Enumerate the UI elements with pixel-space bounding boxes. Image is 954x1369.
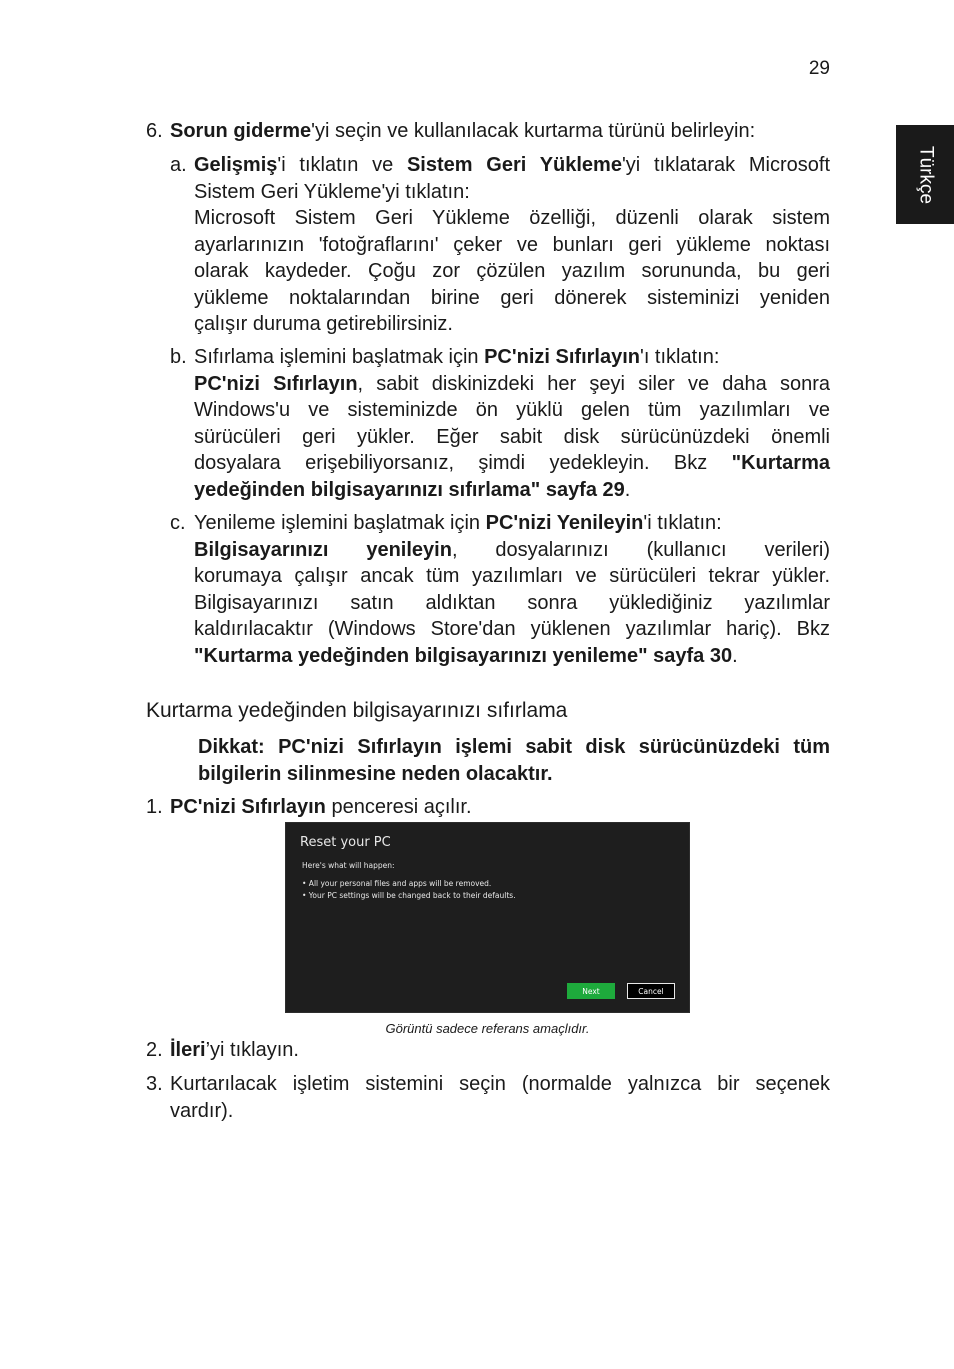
next-button[interactable]: Next bbox=[567, 983, 615, 999]
step-3-text: Kurtarılacak işletim sistemini seçin (normalde yalnızca bir seçenek vardır). bbox=[170, 1073, 830, 1122]
step-1-number: 1. bbox=[146, 796, 163, 818]
item-a-body: Gelişmiş'i tıklatın ve Sistem Geri Yükleme'yi tıklatarak Microsoft Sistem Geri Yükleme'yi tıklatın: Microsoft Sistem Geri Yükleme özelliği, düzenli olarak sistem ayarlarınızın 'fotoğraflarını' çeker ve bunları geri yükleme noktası olarak kaydeder. Çoğu zor çözülen yazılım sorununda, bu geri yükleme noktalarından birine geri dönerek sisteminizi yeniden çalışır duruma getirebilirsiniz. bbox=[194, 154, 830, 335]
reset-pc-subtitle: Here's what will happen: bbox=[302, 861, 395, 870]
section-heading: Kurtarma yedeğinden bilgisayarınızı sıfırlama bbox=[146, 699, 568, 722]
image-caption: Görüntü sadece referans amaçlıdır. bbox=[385, 1021, 590, 1036]
language-tab bbox=[896, 125, 954, 224]
page-number: 29 bbox=[808, 58, 830, 79]
step-6-text: Sorun giderme'yi seçin ve kullanılacak kurtarma türünü belirleyin: bbox=[170, 120, 756, 142]
step-1-text: PC'nizi Sıfırlayın penceresi açılır. bbox=[170, 796, 472, 818]
item-a-letter: a. bbox=[170, 154, 187, 176]
reset-pc-bullet-2: • Your PC settings will be changed back to their defaults. bbox=[302, 891, 516, 900]
item-b-body: Sıfırlama işlemini başlatmak için PC'nizi Sıfırlayın'ı tıklatın: PC'nizi Sıfırlayın, sabit diskinizdeki her şeyi siler ve daha sonra Windows'u ve sisteminizde ön yüklü gelen tüm yazılımları ve sürücüleri geri yükler. Eğer sabit disk sürücünüzdeki önemli dosyalara erişebiliyorsanız, şimdi yedekleyin. Bkz "Kurtarma yedeğinden bilgisayarınızı sıfırlama" sayfa 29. bbox=[194, 346, 830, 501]
language-tab-label: Türkçe bbox=[915, 145, 937, 204]
caution-note: Dikkat: PC'nizi Sıfırlayın işlemi sabit disk sürücünüzdeki tüm bilgilerin silinmesine neden olacaktır. bbox=[198, 736, 830, 785]
step-3-number: 3. bbox=[146, 1073, 163, 1095]
step-6-number: 6. bbox=[146, 120, 163, 142]
reset-pc-screenshot bbox=[285, 822, 690, 1013]
cancel-button[interactable]: Cancel bbox=[627, 983, 675, 999]
item-c-letter: c. bbox=[170, 512, 186, 534]
item-b-letter: b. bbox=[170, 346, 187, 368]
reset-pc-bullet-1: • All your personal files and apps will be removed. bbox=[302, 879, 492, 888]
item-c-body: Yenileme işlemini başlatmak için PC'nizi Yenileyin'i tıklatın: Bilgisayarınızı yenileyin, dosyalarınızı (kullanıcı verileri) korumaya çalışır ancak tüm yazılımları ve sürücüleri tekrar yükler. Bilgisayarınızı satın aldıktan sonra yüklediğiniz yazılımlar kaldırılacaktır (Windows Store'dan yüklenen yazılımlar hariç). Bkz "Kurtarma yedeğinden bilgisayarınızı yenileme" sayfa 30. bbox=[194, 512, 830, 667]
reset-pc-title: Reset your PC bbox=[300, 835, 391, 850]
step-2-text: İleri’yi tıklayın. bbox=[170, 1039, 299, 1061]
step-2-number: 2. bbox=[146, 1039, 163, 1061]
